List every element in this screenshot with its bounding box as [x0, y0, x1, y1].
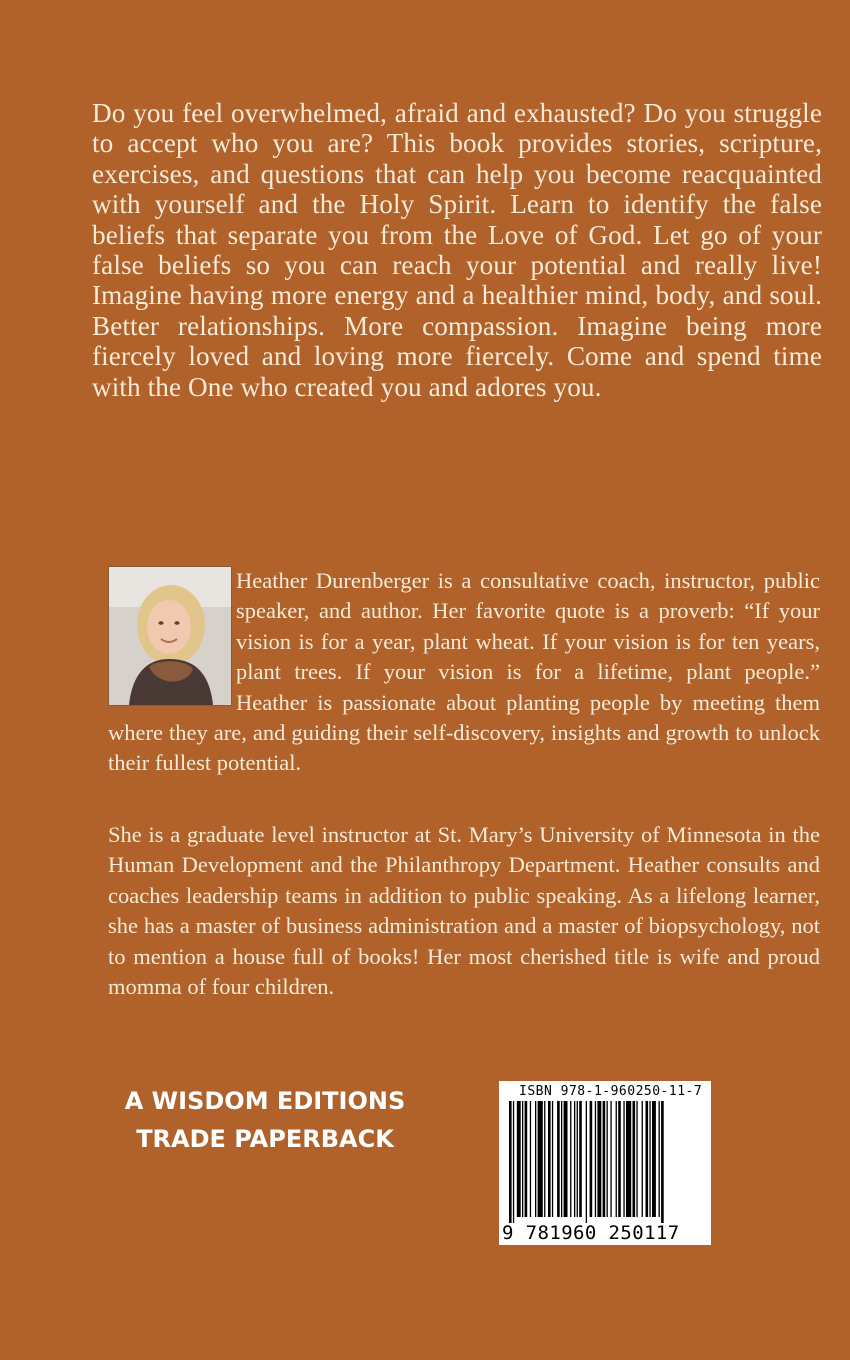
barcode-bars	[509, 1101, 701, 1223]
barcode-bar	[530, 1101, 531, 1217]
barcode-bar	[618, 1101, 621, 1217]
barcode-bar	[642, 1101, 643, 1217]
barcode-bar	[538, 1101, 543, 1217]
barcode-bar	[590, 1101, 593, 1217]
barcode-bar	[574, 1101, 575, 1217]
barcode-bar	[513, 1101, 514, 1223]
isbn-barcode	[499, 1081, 711, 1245]
book-description: Do you feel overwhelmed, afraid and exhausted? Do you struggle to accept who you are? This book provides stories, scripture, exercises, and questions that can help you become reacquainted with yourself and the Holy Spirit. Learn to identify the false beliefs that separate you from the Love of God. Let go of your false beliefs so you can reach your potential and really live! Imagine having more energy and a healthier mind, body, and soul. Better relationships. More compassion. Imagine being more fiercely loved and loving more fiercely. Come and spend time with the One who created you and adores you.	[92, 98, 822, 402]
barcode-bar	[509, 1101, 512, 1223]
barcode-bar	[636, 1101, 637, 1217]
barcode-bar	[570, 1101, 571, 1217]
barcode-bar	[561, 1101, 562, 1217]
barcode-bar	[646, 1101, 649, 1217]
author-bio-text-1: Heather Durenberger is a consultative coach, instructor, public speaker, and author. Her favorite quote is a proverb: “If your vision is for a year, plant wheat. If your vision is for ten years, plant trees. If your vision is for a lifetime, plant people.” Heather is passionate about planting people by meeting them where they are, and guiding their self-discovery, insights and growth to unlock their fullest potential.	[108, 568, 820, 776]
barcode-bar	[661, 1101, 664, 1223]
barcode-bar	[595, 1101, 596, 1217]
barcode-bar	[564, 1101, 568, 1217]
barcode-bar	[597, 1101, 601, 1217]
barcode-bar	[626, 1101, 631, 1217]
barcode-bar	[548, 1101, 551, 1217]
author-bio-paragraph-1	[108, 566, 820, 779]
author-bio-paragraph-2: She is a graduate level instructor at St. Mary’s University of Minnesota in the Human Development and the Philanthropy Department. Heather consults and coaches leadership teams in addition to public speaking. As a lifelong learner, she has a master of business administration and a master of biopsychology, not to mention a house full of books! Her most cherished title is wife and proud momma of four children.	[108, 822, 820, 1000]
barcode-bar	[603, 1101, 606, 1217]
barcode-bar	[535, 1101, 536, 1217]
barcode-bar	[659, 1101, 660, 1217]
barcode-bar	[610, 1101, 611, 1217]
barcode-bar	[579, 1101, 582, 1217]
barcode-bar	[544, 1101, 545, 1217]
barcode-bar	[649, 1101, 650, 1217]
barcode-bar	[577, 1101, 578, 1217]
barcode-bar	[517, 1101, 521, 1217]
barcode-bar	[586, 1101, 587, 1223]
barcode-bar	[652, 1101, 656, 1217]
barcode-bar	[525, 1101, 528, 1217]
imprint-line-1: A WISDOM EDITIONS	[124, 1087, 406, 1115]
barcode-bar	[522, 1101, 523, 1217]
barcode-bar	[633, 1101, 636, 1217]
barcode-bar	[616, 1101, 617, 1217]
barcode-bar	[552, 1101, 553, 1217]
imprint-label	[110, 1082, 420, 1158]
isbn-number: ISBN 978-1-960250-11-7	[519, 1084, 703, 1099]
imprint-line-2: TRADE PAPERBACK	[136, 1125, 394, 1153]
barcode-bar	[623, 1101, 624, 1217]
barcode-bar	[607, 1101, 608, 1217]
ean-digits: 9 781960 250117	[502, 1222, 680, 1244]
barcode-bar	[557, 1101, 560, 1217]
